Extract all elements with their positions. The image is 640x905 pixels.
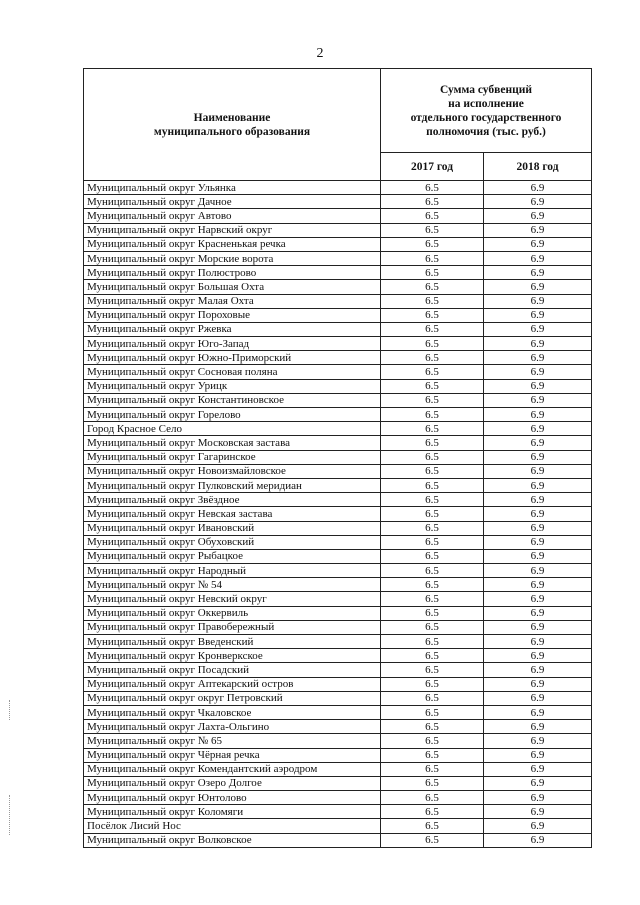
value-2018-cell: 6.9 (484, 791, 592, 805)
value-2017-cell: 6.5 (381, 819, 484, 833)
value-2018-cell: 6.9 (484, 748, 592, 762)
value-2017-cell: 6.5 (381, 365, 484, 379)
value-2017-cell: 6.5 (381, 223, 484, 237)
header-year-2018: 2018 год (484, 153, 592, 181)
table-row (84, 791, 592, 805)
municipality-name-cell: Муниципальный округ Юнтолово (84, 791, 381, 805)
header-year-2017: 2017 год (381, 153, 484, 181)
value-2018-cell: 6.9 (484, 223, 592, 237)
value-2017-cell: 6.5 (381, 308, 484, 322)
table-row (84, 649, 592, 663)
value-2017-cell: 6.5 (381, 322, 484, 336)
value-2018-cell: 6.9 (484, 521, 592, 535)
value-2018-cell: 6.9 (484, 351, 592, 365)
value-2018-cell: 6.9 (484, 592, 592, 606)
table-row (84, 422, 592, 436)
value-2018-cell: 6.9 (484, 308, 592, 322)
table-row (84, 578, 592, 592)
value-2017-cell: 6.5 (381, 450, 484, 464)
table-row (84, 478, 592, 492)
value-2017-cell: 6.5 (381, 535, 484, 549)
value-2018-cell: 6.9 (484, 720, 592, 734)
municipality-name-cell: Муниципальный округ Аптекарский остров (84, 677, 381, 691)
value-2017-cell: 6.5 (381, 564, 484, 578)
table-row (84, 549, 592, 563)
value-2017-cell: 6.5 (381, 195, 484, 209)
table-row (84, 280, 592, 294)
municipality-name-cell: Посёлок Лисий Нос (84, 819, 381, 833)
value-2018-cell: 6.9 (484, 464, 592, 478)
municipality-name-cell: Муниципальный округ Обуховский (84, 535, 381, 549)
municipality-name-cell: Муниципальный округ Кронверкское (84, 649, 381, 663)
municipality-name-cell: Муниципальный округ Южно-Приморский (84, 351, 381, 365)
value-2018-cell: 6.9 (484, 635, 592, 649)
municipality-name-cell: Муниципальный округ Красненькая речка (84, 237, 381, 251)
table-body (84, 181, 592, 848)
value-2017-cell: 6.5 (381, 677, 484, 691)
value-2018-cell: 6.9 (484, 819, 592, 833)
value-2017-cell: 6.5 (381, 422, 484, 436)
table-row (84, 251, 592, 265)
municipality-name-cell: Муниципальный округ Новоизмайловское (84, 464, 381, 478)
value-2018-cell: 6.9 (484, 805, 592, 819)
value-2017-cell: 6.5 (381, 478, 484, 492)
value-2017-cell: 6.5 (381, 351, 484, 365)
table-row (84, 606, 592, 620)
value-2018-cell: 6.9 (484, 833, 592, 847)
value-2018-cell: 6.9 (484, 649, 592, 663)
value-2018-cell: 6.9 (484, 393, 592, 407)
value-2018-cell: 6.9 (484, 478, 592, 492)
table-row (84, 805, 592, 819)
value-2017-cell: 6.5 (381, 379, 484, 393)
value-2017-cell: 6.5 (381, 635, 484, 649)
municipality-name-cell: Город Красное Село (84, 422, 381, 436)
municipality-name-cell: Муниципальный округ Народный (84, 564, 381, 578)
table-row (84, 535, 592, 549)
municipality-name-cell: Муниципальный округ Горелово (84, 408, 381, 422)
value-2017-cell: 6.5 (381, 748, 484, 762)
value-2018-cell: 6.9 (484, 209, 592, 223)
value-2017-cell: 6.5 (381, 833, 484, 847)
value-2017-cell: 6.5 (381, 691, 484, 705)
municipality-name-cell: Муниципальный округ Оккервиль (84, 606, 381, 620)
value-2017-cell: 6.5 (381, 237, 484, 251)
table-row (84, 365, 592, 379)
value-2018-cell: 6.9 (484, 294, 592, 308)
margin-scan-marks (9, 795, 12, 835)
value-2018-cell: 6.9 (484, 365, 592, 379)
municipality-name-cell: Муниципальный округ Московская застава (84, 436, 381, 450)
value-2017-cell: 6.5 (381, 791, 484, 805)
value-2018-cell: 6.9 (484, 535, 592, 549)
table-row (84, 620, 592, 634)
value-2017-cell: 6.5 (381, 592, 484, 606)
table-row (84, 705, 592, 719)
value-2017-cell: 6.5 (381, 408, 484, 422)
table-row (84, 564, 592, 578)
value-2018-cell: 6.9 (484, 408, 592, 422)
value-2017-cell: 6.5 (381, 663, 484, 677)
municipality-name-cell: Муниципальный округ Малая Охта (84, 294, 381, 308)
table-row (84, 663, 592, 677)
municipality-name-cell: Муниципальный округ № 54 (84, 578, 381, 592)
value-2018-cell: 6.9 (484, 705, 592, 719)
subsidy-table (83, 68, 592, 848)
value-2017-cell: 6.5 (381, 649, 484, 663)
municipality-name-cell: Муниципальный округ Невская застава (84, 507, 381, 521)
value-2018-cell: 6.9 (484, 337, 592, 351)
table-row (84, 748, 592, 762)
value-2018-cell: 6.9 (484, 507, 592, 521)
value-2018-cell: 6.9 (484, 578, 592, 592)
value-2018-cell: 6.9 (484, 620, 592, 634)
table-row (84, 677, 592, 691)
table-row (84, 734, 592, 748)
municipality-name-cell: Муниципальный округ Полюстрово (84, 266, 381, 280)
table-row (84, 322, 592, 336)
value-2017-cell: 6.5 (381, 337, 484, 351)
margin-scan-marks (9, 700, 12, 720)
table-row (84, 450, 592, 464)
municipality-name-cell: Муниципальный округ Озеро Долгое (84, 776, 381, 790)
value-2017-cell: 6.5 (381, 464, 484, 478)
municipality-name-cell: Муниципальный округ Ульянка (84, 181, 381, 195)
table-row (84, 436, 592, 450)
value-2017-cell: 6.5 (381, 393, 484, 407)
value-2017-cell: 6.5 (381, 181, 484, 195)
value-2018-cell: 6.9 (484, 280, 592, 294)
municipality-name-cell: Муниципальный округ Дачное (84, 195, 381, 209)
value-2017-cell: 6.5 (381, 266, 484, 280)
value-2017-cell: 6.5 (381, 294, 484, 308)
municipality-name-cell: Муниципальный округ Ивановский (84, 521, 381, 535)
page-number: 2 (316, 46, 324, 61)
municipality-name-cell: Муниципальный округ Чкаловское (84, 705, 381, 719)
value-2017-cell: 6.5 (381, 436, 484, 450)
municipality-name-cell: Муниципальный округ Волковское (84, 833, 381, 847)
table-row (84, 833, 592, 847)
value-2017-cell: 6.5 (381, 549, 484, 563)
municipality-name-cell: Муниципальный округ Константиновское (84, 393, 381, 407)
municipality-name-cell: Муниципальный округ Комендантский аэродром (84, 762, 381, 776)
municipality-name-cell: Муниципальный округ Сосновая поляна (84, 365, 381, 379)
municipality-name-cell: Муниципальный округ Пороховые (84, 308, 381, 322)
value-2017-cell: 6.5 (381, 734, 484, 748)
value-2018-cell: 6.9 (484, 436, 592, 450)
value-2017-cell: 6.5 (381, 251, 484, 265)
value-2018-cell: 6.9 (484, 493, 592, 507)
header-municipality-name: Наименование муниципального образования (84, 69, 381, 181)
value-2018-cell: 6.9 (484, 237, 592, 251)
table-row (84, 762, 592, 776)
value-2018-cell: 6.9 (484, 762, 592, 776)
table-row (84, 776, 592, 790)
municipality-name-cell: Муниципальный округ № 65 (84, 734, 381, 748)
value-2017-cell: 6.5 (381, 705, 484, 719)
municipality-name-cell: Муниципальный округ Невский округ (84, 592, 381, 606)
value-2017-cell: 6.5 (381, 507, 484, 521)
municipality-name-cell: Муниципальный округ Посадский (84, 663, 381, 677)
table-row (84, 464, 592, 478)
value-2017-cell: 6.5 (381, 606, 484, 620)
value-2018-cell: 6.9 (484, 322, 592, 336)
value-2018-cell: 6.9 (484, 181, 592, 195)
value-2018-cell: 6.9 (484, 549, 592, 563)
municipality-name-cell: Муниципальный округ Коломяги (84, 805, 381, 819)
table-row (84, 308, 592, 322)
table-row (84, 209, 592, 223)
table-row (84, 691, 592, 705)
municipality-name-cell: Муниципальный округ Автово (84, 209, 381, 223)
municipality-name-cell: Муниципальный округ Юго-Запад (84, 337, 381, 351)
value-2018-cell: 6.9 (484, 691, 592, 705)
table-row (84, 351, 592, 365)
value-2017-cell: 6.5 (381, 620, 484, 634)
value-2017-cell: 6.5 (381, 521, 484, 535)
table-row (84, 819, 592, 833)
table-row (84, 223, 592, 237)
table-row (84, 521, 592, 535)
value-2018-cell: 6.9 (484, 266, 592, 280)
table-row (84, 720, 592, 734)
value-2018-cell: 6.9 (484, 195, 592, 209)
value-2018-cell: 6.9 (484, 450, 592, 464)
municipality-name-cell: Муниципальный округ округ Петровский (84, 691, 381, 705)
table-row (84, 507, 592, 521)
municipality-name-cell: Муниципальный округ Чёрная речка (84, 748, 381, 762)
value-2018-cell: 6.9 (484, 677, 592, 691)
table-row (84, 237, 592, 251)
municipality-name-cell: Муниципальный округ Ржевка (84, 322, 381, 336)
municipality-name-cell: Муниципальный округ Звёздное (84, 493, 381, 507)
value-2018-cell: 6.9 (484, 606, 592, 620)
value-2017-cell: 6.5 (381, 805, 484, 819)
value-2018-cell: 6.9 (484, 422, 592, 436)
value-2018-cell: 6.9 (484, 776, 592, 790)
municipality-name-cell: Муниципальный округ Морские ворота (84, 251, 381, 265)
municipality-name-cell: Муниципальный округ Большая Охта (84, 280, 381, 294)
value-2017-cell: 6.5 (381, 493, 484, 507)
table-row (84, 379, 592, 393)
municipality-name-cell: Муниципальный округ Правобережный (84, 620, 381, 634)
value-2017-cell: 6.5 (381, 762, 484, 776)
municipality-name-cell: Муниципальный округ Введенский (84, 635, 381, 649)
value-2018-cell: 6.9 (484, 663, 592, 677)
value-2018-cell: 6.9 (484, 379, 592, 393)
value-2018-cell: 6.9 (484, 734, 592, 748)
value-2017-cell: 6.5 (381, 209, 484, 223)
table-row (84, 294, 592, 308)
value-2018-cell: 6.9 (484, 564, 592, 578)
table-row (84, 408, 592, 422)
value-2017-cell: 6.5 (381, 578, 484, 592)
value-2018-cell: 6.9 (484, 251, 592, 265)
value-2017-cell: 6.5 (381, 776, 484, 790)
header-subsidy-amount: Сумма субвенций на исполнение отдельного государственного полномочия (тыс. руб.) (381, 69, 592, 153)
table-row (84, 592, 592, 606)
table-row (84, 493, 592, 507)
municipality-name-cell: Муниципальный округ Лахта-Ольгино (84, 720, 381, 734)
municipality-name-cell: Муниципальный округ Гагаринское (84, 450, 381, 464)
table-row (84, 266, 592, 280)
municipality-name-cell: Муниципальный округ Рыбацкое (84, 549, 381, 563)
table-row (84, 181, 592, 195)
municipality-name-cell: Муниципальный округ Урицк (84, 379, 381, 393)
table-row (84, 635, 592, 649)
table-row (84, 195, 592, 209)
table-row (84, 393, 592, 407)
value-2017-cell: 6.5 (381, 720, 484, 734)
table-row (84, 337, 592, 351)
municipality-name-cell: Муниципальный округ Пулковский меридиан (84, 478, 381, 492)
value-2017-cell: 6.5 (381, 280, 484, 294)
municipality-name-cell: Муниципальный округ Нарвский округ (84, 223, 381, 237)
